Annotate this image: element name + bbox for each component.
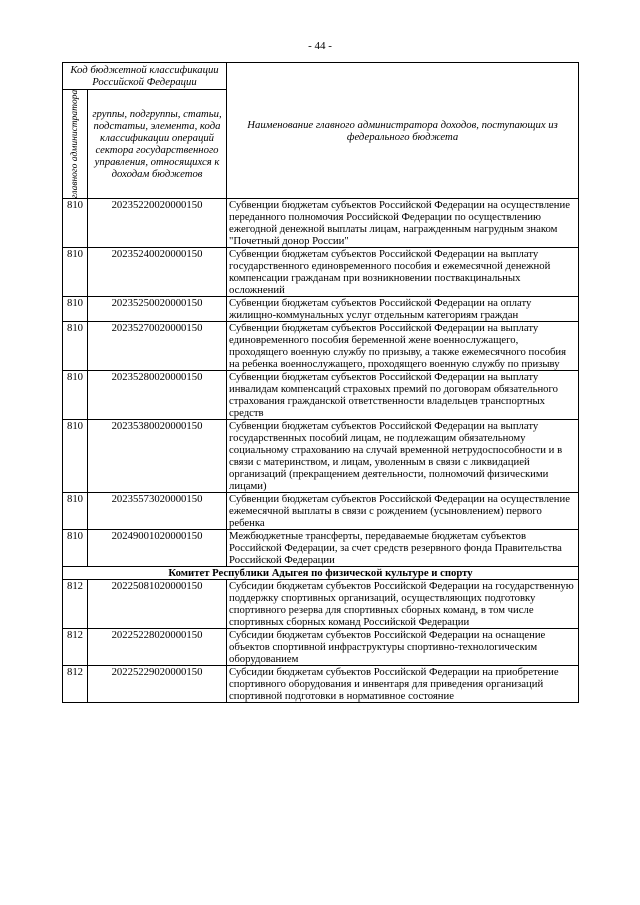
admin-code-cell: 810	[63, 322, 88, 371]
admin-code-cell: 810	[63, 530, 88, 567]
income-name-cell: Субвенции бюджетам субъектов Российской Федерации на выплату инвалидам компенсаций страховых премий по договорам обязательного страхования гражданской ответственности владельцев транспортных средств	[227, 371, 579, 420]
admin-code-cell: 810	[63, 493, 88, 530]
budget-code-cell: 20225228020000150	[88, 629, 227, 666]
admin-code-cell: 810	[63, 371, 88, 420]
income-name-cell: Субвенции бюджетам субъектов Российской Федерации на выплату государственного единовременного пособия и ежемесячной денежной компенсации гражданам при возникновении поствакцинальных осложнений	[227, 248, 579, 297]
name-column-header: Наименование главного администратора доходов, поступающих из федерального бюджета	[227, 63, 579, 199]
admin-code-cell: 812	[63, 580, 88, 629]
table-row	[63, 530, 579, 567]
income-name-cell: Межбюджетные трансферты, передаваемые бюджетам субъектов Российской Федерации, за счет средств резервного фонда Правительства Российской Федерации	[227, 530, 579, 567]
code-column-header: группы, подгруппы, статьи, подстатьи, элемента, кода классификации операций сектора государственного управления, относящихся к доходам бюджетов	[88, 90, 227, 199]
table-row	[63, 248, 579, 297]
budget-code-cell: 20235573020000150	[88, 493, 227, 530]
table-row	[63, 199, 579, 248]
table-row	[63, 666, 579, 703]
table-row	[63, 322, 579, 371]
admin-code-cell: 810	[63, 297, 88, 322]
budget-code-cell: 20235240020000150	[88, 248, 227, 297]
admin-column-header	[63, 90, 88, 199]
table-row	[63, 297, 579, 322]
income-name-cell: Субвенции бюджетам субъектов Российской Федерации на оплату жилищно-коммунальных услуг отдельным категориям граждан	[227, 297, 579, 322]
table-row	[63, 493, 579, 530]
budget-classification-table	[62, 62, 579, 703]
budget-code-cell: 20235270020000150	[88, 322, 227, 371]
income-name-cell: Субвенции бюджетам субъектов Российской Федерации на осуществление ежемесячной выплаты в связи с рождением (усыновлением) первого ребенка	[227, 493, 579, 530]
income-name-cell: Субсидии бюджетам субъектов Российской Федерации на оснащение объектов спортивной инфраструктуры спортивно-технологическим оборудованием	[227, 629, 579, 666]
budget-code-cell: 20235250020000150	[88, 297, 227, 322]
admin-code-cell: 812	[63, 629, 88, 666]
budget-code-cell: 20225081020000150	[88, 580, 227, 629]
admin-code-cell: 810	[63, 248, 88, 297]
admin-code-cell: 810	[63, 199, 88, 248]
section-title: Комитет Республики Адыгея по физической культуре и спорту	[63, 567, 579, 580]
admin-column-header-text: главного администратора	[70, 89, 80, 199]
budget-code-cell: 20225229020000150	[88, 666, 227, 703]
budget-code-cell: 20235220020000150	[88, 199, 227, 248]
admin-code-cell: 810	[63, 420, 88, 493]
income-name-cell: Субсидии бюджетам субъектов Российской Федерации на государственную поддержку спортивных организаций, осуществляющих подготовку спортивного резерва для спортивных сборных команд, в том числе спортивных сборных команд Российской Федерации	[227, 580, 579, 629]
classification-header: Код бюджетной классификации Российской Федерации	[63, 63, 227, 90]
budget-code-cell: 20235380020000150	[88, 420, 227, 493]
income-name-cell: Субвенции бюджетам субъектов Российской Федерации на осуществление переданного полномочия Российской Федерации по осуществлению ежегодной денежной выплаты лицам, награжденным нагрудным знаком "Почетный донор России"	[227, 199, 579, 248]
page-number: - 44 -	[308, 40, 332, 52]
income-name-cell: Субсидии бюджетам субъектов Российской Федерации на приобретение спортивного оборудования и инвентаря для приведения организаций спортивной подготовки в нормативное состояние	[227, 666, 579, 703]
table-row	[63, 371, 579, 420]
budget-code-cell: 20249001020000150	[88, 530, 227, 567]
income-name-cell: Субвенции бюджетам субъектов Российской Федерации на выплату единовременного пособия беременной жене военнослужащего, проходящего военную службу по призыву, а также ежемесячного пособия на ребенка военнослужащего, проходящего военную службу по призыву	[227, 322, 579, 371]
admin-code-cell: 812	[63, 666, 88, 703]
table-row	[63, 629, 579, 666]
table-row	[63, 420, 579, 493]
income-name-cell: Субвенции бюджетам субъектов Российской Федерации на выплату государственных пособий лицам, не подлежащим обязательному социальному страхованию на случай временной нетрудоспособности и в связи с материнством, и лицам, уволенным в связи с ликвидацией организаций (прекращением деятельности, полномочий физическими лицами)	[227, 420, 579, 493]
budget-code-cell: 20235280020000150	[88, 371, 227, 420]
table-row	[63, 580, 579, 629]
section-header-row	[63, 567, 579, 580]
